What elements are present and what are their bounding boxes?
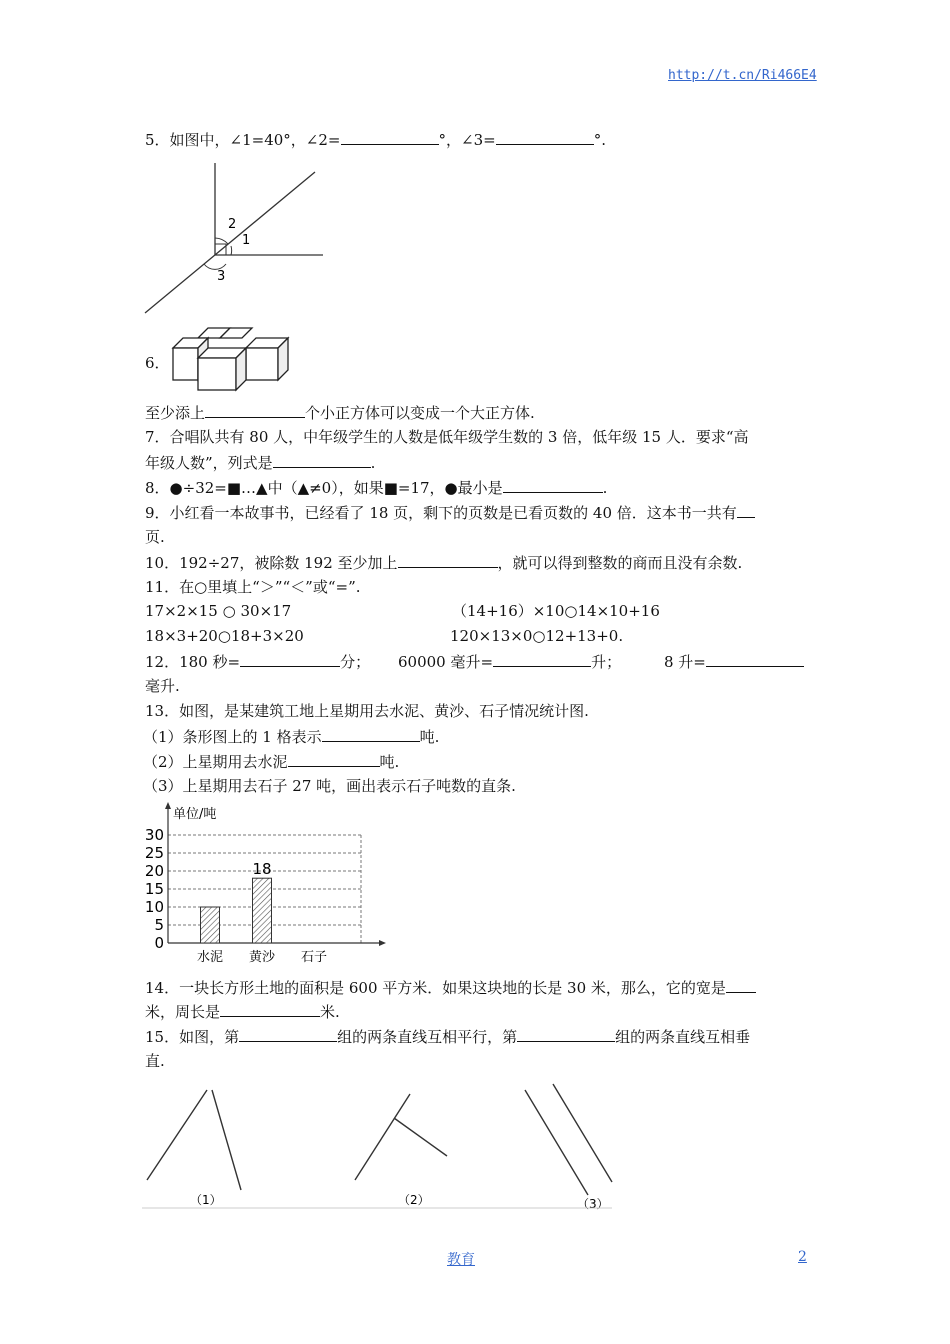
question-10 bbox=[145, 552, 742, 573]
question-6 bbox=[145, 402, 535, 423]
q15-lines-figure bbox=[140, 1080, 618, 1215]
q6-cubes-figure bbox=[168, 322, 293, 394]
x-axis-arrow bbox=[379, 940, 386, 946]
q7-blank[interactable] bbox=[273, 452, 371, 468]
q10-text-b: ，就可以得到整数的商而且没有余数. bbox=[497, 554, 743, 572]
q13-bar-chart bbox=[143, 800, 388, 968]
q13-blank-2[interactable] bbox=[288, 751, 380, 767]
q8-text-b: . bbox=[602, 479, 608, 497]
bar-黄沙 bbox=[253, 878, 272, 943]
group3-line-a bbox=[525, 1090, 588, 1195]
bar-label-黄沙: 18 bbox=[252, 860, 272, 879]
q12-part1-b: 分； bbox=[340, 653, 371, 671]
q5-text-b: °，∠3= bbox=[438, 131, 496, 149]
q14-blank-width[interactable] bbox=[726, 977, 756, 993]
question-8 bbox=[145, 477, 607, 498]
q13-blank-1[interactable] bbox=[322, 726, 420, 742]
q15-text-a: 15．如图，第 bbox=[145, 1028, 240, 1046]
q12-blank-milliliters[interactable] bbox=[706, 651, 804, 667]
q12-line1 bbox=[145, 651, 370, 672]
q12-part2-a: 60000 毫升= bbox=[398, 653, 494, 671]
group2-line-b bbox=[394, 1118, 447, 1156]
q8-text-a: 8．●÷32=■…▲中（▲≠0），如果■=17，●最小是 bbox=[145, 479, 503, 497]
question-5 bbox=[145, 129, 606, 150]
q11-item-3: 18×3+20○18+3×20 bbox=[145, 627, 304, 645]
q5-blank-angle2[interactable] bbox=[341, 129, 439, 145]
q14-text-a: 米，周长是 bbox=[145, 1003, 221, 1021]
cube-front-front bbox=[198, 358, 236, 390]
q7-line1: 7．合唱队共有 80 人，中年级学生的人数是低年级学生数的 3 倍，低年级 15 人．要求“高 bbox=[145, 428, 749, 446]
q12-line2: 毫升. bbox=[145, 677, 180, 695]
header-url-link[interactable]: http://t.cn/Ri466E4 bbox=[668, 68, 817, 83]
q12-line1-part3 bbox=[664, 651, 804, 672]
q6-blank[interactable] bbox=[205, 402, 305, 418]
q14-text-b: 米. bbox=[320, 1003, 340, 1021]
q6-text-b: 个小正方体可以变成一个大正方体. bbox=[305, 404, 535, 422]
q14-text: 14．一块长方形土地的面积是 600 平方米．如果这块地的长是 30 米，那么，它的宽是 bbox=[145, 979, 726, 997]
q15-text-c: 组的两条直线互相垂 bbox=[615, 1028, 751, 1046]
category-石子: 石子 bbox=[300, 950, 328, 965]
y-axis-arrow bbox=[165, 802, 171, 809]
y-tick-10: 10 bbox=[144, 898, 164, 916]
q11-item-4: 120×13×0○12+13+0. bbox=[450, 627, 624, 645]
q12-line1-part2 bbox=[398, 651, 621, 672]
q10-text-a: 10．192÷27，被除数 192 至少加上 bbox=[145, 554, 398, 572]
angle3-label: 3 bbox=[217, 269, 226, 284]
angle2-arc bbox=[215, 238, 228, 244]
category-水泥: 水泥 bbox=[196, 950, 224, 965]
q10-blank[interactable] bbox=[398, 552, 498, 568]
y-tick-25: 25 bbox=[144, 844, 164, 862]
q15-text-b: 组的两条直线互相平行，第 bbox=[337, 1028, 518, 1046]
chart-y-ticks bbox=[145, 826, 164, 952]
q13-sub2 bbox=[143, 751, 399, 772]
q15-blank-perpendicular[interactable] bbox=[517, 1026, 615, 1042]
q13-sub1-b: 吨. bbox=[419, 728, 440, 746]
q7-text-b: . bbox=[370, 454, 376, 472]
page-number: 2 bbox=[798, 1249, 807, 1265]
q5-angle-figure bbox=[140, 158, 330, 316]
chart-y-label: 单位/吨 bbox=[173, 807, 217, 822]
q9-line2: 页. bbox=[145, 528, 165, 546]
group1-label: （1） bbox=[190, 1193, 222, 1207]
q6-number: 6． bbox=[145, 354, 170, 372]
group3-label: （3） bbox=[577, 1197, 609, 1211]
q13-sub2-a: （2）上星期用去水泥 bbox=[143, 753, 288, 771]
q9-blank[interactable] bbox=[737, 502, 755, 518]
q14-line1 bbox=[145, 977, 756, 998]
q12-part1-a: 12．180 秒= bbox=[145, 653, 241, 671]
q12-blank-liters[interactable] bbox=[493, 651, 591, 667]
q7-line2 bbox=[145, 452, 375, 473]
y-tick-5: 5 bbox=[154, 916, 164, 934]
category-黄沙: 黄沙 bbox=[248, 950, 276, 965]
q9-line1 bbox=[145, 502, 755, 523]
chart-categories bbox=[197, 949, 327, 965]
q11-item-2: （14+16）×10○14×10+16 bbox=[452, 602, 660, 620]
q15-blank-parallel[interactable] bbox=[239, 1026, 337, 1042]
slanted-line bbox=[145, 172, 315, 313]
q13-title: 13．如图，是某建筑工地上星期用去水泥、黄沙、石子情况统计图. bbox=[145, 702, 589, 720]
group1-line-b bbox=[212, 1090, 241, 1190]
y-tick-15: 15 bbox=[144, 880, 164, 898]
bar-水泥 bbox=[201, 907, 220, 943]
footer-label-link[interactable]: 教育 bbox=[447, 1252, 475, 1268]
q11-title: 11．在○里填上“＞”“＜”或“=”. bbox=[145, 578, 361, 596]
y-tick-0: 0 bbox=[154, 934, 164, 952]
q14-blank-perimeter[interactable] bbox=[220, 1001, 320, 1017]
chart-bars bbox=[201, 860, 272, 943]
q15-line2: 直. bbox=[145, 1052, 165, 1070]
q15-line1 bbox=[145, 1026, 750, 1047]
cube-right-front bbox=[246, 348, 278, 380]
angle1-label: 1 bbox=[242, 233, 251, 248]
q14-line2 bbox=[145, 1001, 340, 1022]
angle1-arc bbox=[231, 246, 232, 255]
q11-item-1: 17×2×15 ○ 30×17 bbox=[145, 602, 292, 620]
q8-blank[interactable] bbox=[503, 477, 603, 493]
q13-sub1-a: （1）条形图上的 1 格表示 bbox=[143, 728, 322, 746]
q9-text: 9．小红看一本故事书，已经看了 18 页，剩下的页数是已看页数的 40 倍．这本书一共有 bbox=[145, 504, 737, 522]
y-tick-20: 20 bbox=[144, 862, 164, 880]
q13-sub2-b: 吨. bbox=[379, 753, 400, 771]
q12-part2-b: 升； bbox=[591, 653, 622, 671]
q13-sub3: （3）上星期用去石子 27 吨，画出表示石子吨数的直条. bbox=[143, 777, 516, 795]
q5-text-c: °. bbox=[593, 131, 606, 149]
q5-text-a: 5．如图中，∠1=40°，∠2= bbox=[145, 131, 341, 149]
group2-line-a bbox=[355, 1094, 410, 1180]
group1-line-a bbox=[147, 1090, 207, 1180]
group3-line-b bbox=[553, 1084, 612, 1182]
y-tick-30: 30 bbox=[144, 826, 164, 844]
angle2-label: 2 bbox=[228, 217, 237, 232]
q13-sub1 bbox=[143, 726, 439, 747]
q6-text-a: 至少添上 bbox=[145, 404, 206, 422]
q12-blank-minutes[interactable] bbox=[240, 651, 340, 667]
cube-left-front bbox=[173, 348, 198, 380]
group2-label: （2） bbox=[398, 1193, 430, 1207]
q7-text-a: 年级人数”，列式是 bbox=[145, 454, 273, 472]
q12-part3-a: 8 升= bbox=[664, 653, 706, 671]
q5-blank-angle3[interactable] bbox=[496, 129, 594, 145]
